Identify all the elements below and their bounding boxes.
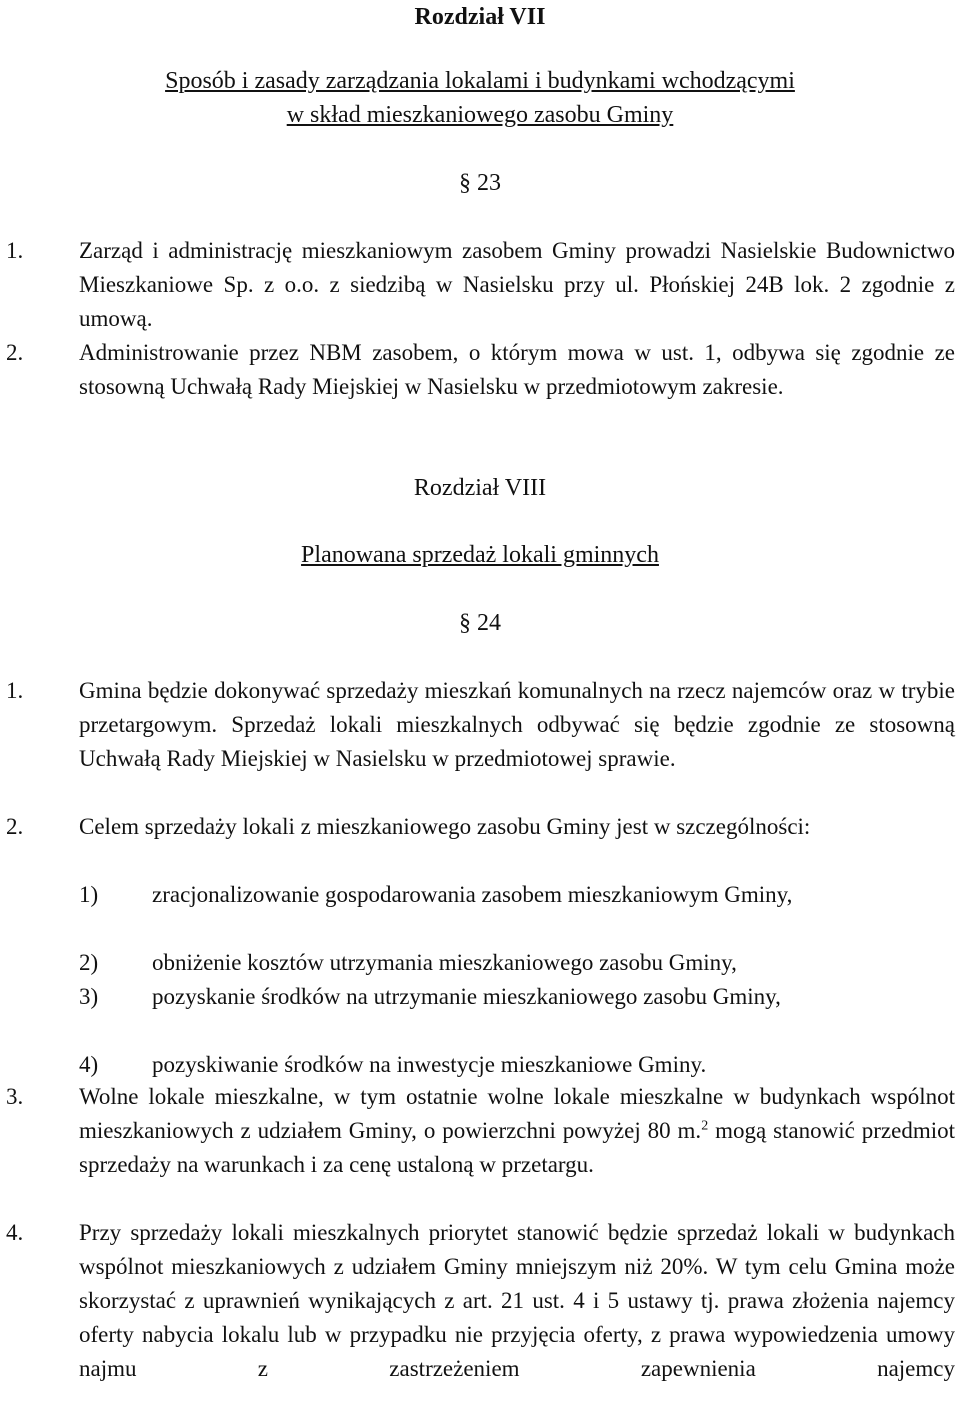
subitem-text: obniżenie kosztów utrzymania mieszkaniowego zasobu Gminy, xyxy=(152,950,737,975)
item-number: 2. xyxy=(6,814,24,839)
chapter-8-item-4 xyxy=(0,1216,955,1416)
subitem-text: zracjonalizowanie gospodarowania zasobem mieszkaniowym Gminy, xyxy=(152,882,793,907)
subitem-3 xyxy=(79,980,955,1048)
chapter-8-item-2 xyxy=(0,810,955,878)
subitem-4 xyxy=(79,1048,955,1082)
subitem-number: 1) xyxy=(79,882,99,907)
item-text: Administrowanie przez NBM zasobem, o którym mowa w ust. 1, odbywa się zgodnie ze stosowną Uchwałą Rady Miejskiej w Nasielsku w przedmiotowym zakresie. xyxy=(79,340,955,399)
item-text: Zarząd i administrację mieszkaniowym zasobem Gminy prowadzi Nasielskie Budownictwo Mieszkaniowe Sp. z o.o. z siedzibą w Nasielsku przy ul. Płońskiej 24B lok. 2 zgodnie z umową. xyxy=(79,238,955,331)
subitem-number: 3) xyxy=(79,984,99,1009)
item-text: Celem sprzedaży lokali z mieszkaniowego zasobu Gminy jest w szczególności: xyxy=(79,814,811,839)
subitem-text: pozyskanie środków na utrzymanie mieszkaniowego zasobu Gminy, xyxy=(152,984,781,1009)
chapter-7-heading: Rozdział VII xyxy=(414,4,546,30)
subitem-2 xyxy=(79,946,955,980)
chapter-8-item-3 xyxy=(0,1080,955,1216)
chapter-7-item-2 xyxy=(0,336,955,438)
paragraph-24-label: § 24 xyxy=(459,610,501,636)
chapter-7-item-1 xyxy=(0,234,955,336)
item-number: 1. xyxy=(6,238,24,263)
subitem-number: 4) xyxy=(79,1052,99,1077)
chapter-8-item-1 xyxy=(0,674,955,810)
paragraph-23-label: § 23 xyxy=(459,170,501,196)
item-text-part-2: mogą stanowić przedmiot sprzedaży na warunkach i za cenę ustaloną w przetargu. xyxy=(79,1118,956,1177)
item-number: 3. xyxy=(6,1084,24,1109)
item-text-part-1: Wolne lokale mieszkalne, w tym ostatnie wolne lokale mieszkalne w budynkach wspólnot mieszkaniowych z udziałem Gminy, o powierzchni powyżej 80 m. xyxy=(79,1084,955,1143)
item-text: Przy sprzedaży lokali mieszkalnych priorytet stanowić będzie sprzedaż lokali w budynkach wspólnot mieszkaniowych z udziałem Gminy mniejszym niż 20%. W tym celu Gmina może skorzystać z uprawnień wynikających z art. 21 ust. 4 i 5 ustawy tj. prawa złożenia najemcy oferty nabycia lokalu lub w przypadku nie przyjęcia oferty, z prawa wypowiedzenia umowy najmu z zastrzeżeniem zapewnienia najemcy xyxy=(79,1220,955,1381)
subitem-1 xyxy=(79,878,955,946)
chapter-8-heading: Rozdział VIII xyxy=(413,475,547,501)
superscript: 2 xyxy=(701,1118,709,1134)
item-text: Gmina będzie dokonywać sprzedaży mieszkań komunalnych na rzecz najemców oraz w trybie przetargowym. Sprzedaż lokali mieszkalnych odbywać się będzie zgodnie ze stosowną Uchwałą Rady Miejskiej w Nasielsku w przedmiotowej sprawie. xyxy=(79,678,955,771)
subitem-number: 2) xyxy=(79,950,99,975)
item-number: 1. xyxy=(6,678,24,703)
item-number: 4. xyxy=(6,1220,24,1245)
chapter-7-title-line-2: w skład mieszkaniowego zasobu Gminy xyxy=(286,102,674,128)
item-text xyxy=(79,1080,955,1182)
chapter-8-title: Planowana sprzedaż lokali gminnych xyxy=(301,542,659,568)
item-number: 2. xyxy=(6,340,24,365)
subitem-text: pozyskiwanie środków na inwestycje mieszkaniowe Gminy. xyxy=(152,1052,707,1077)
chapter-7-title-line-1: Sposób i zasady zarządzania lokalami i budynkami wchodzącymi xyxy=(165,68,795,94)
